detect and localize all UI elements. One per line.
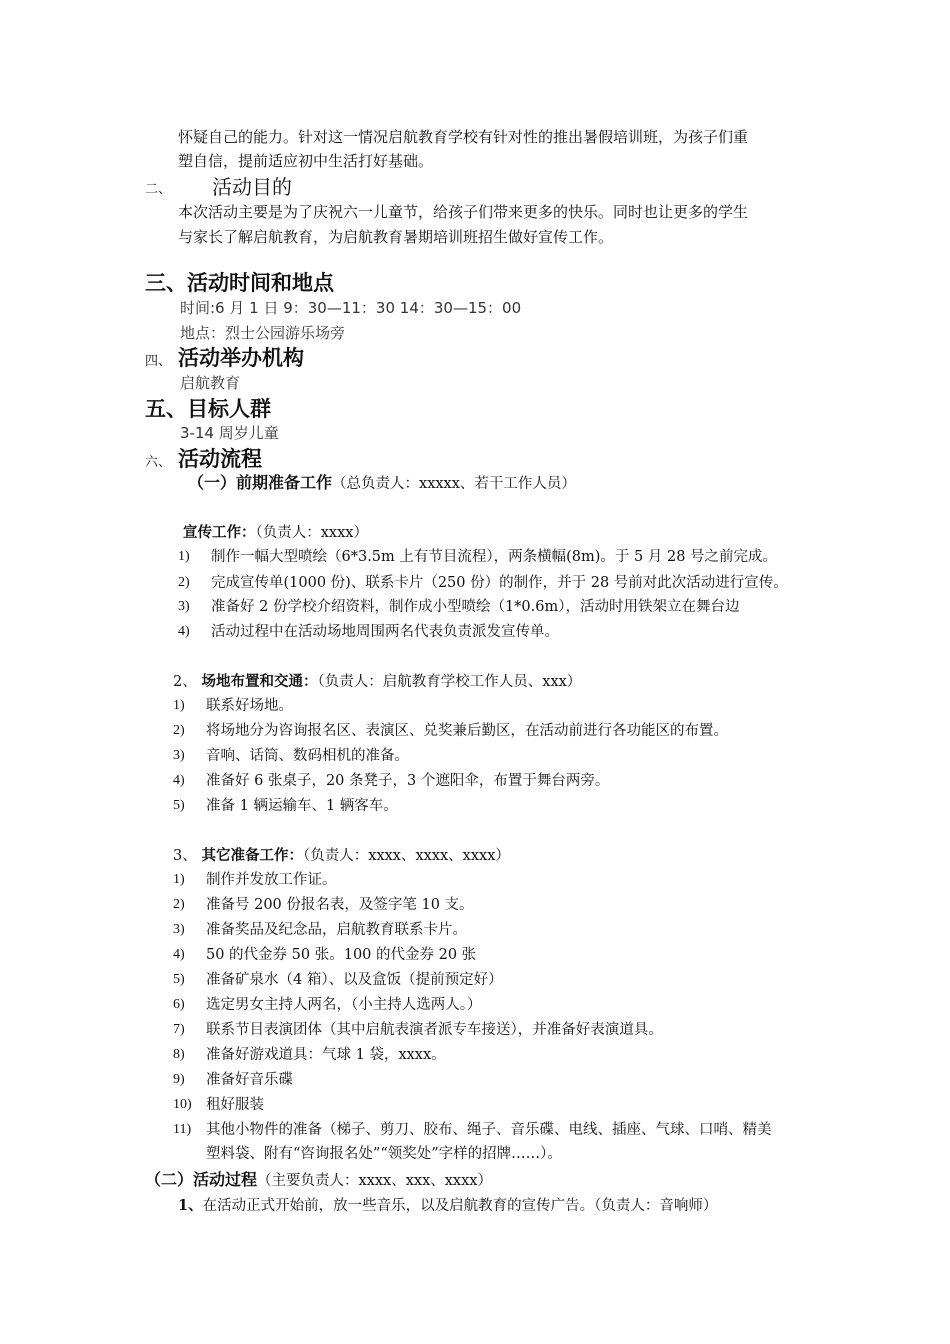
section3-place: 地点：烈士公园游乐场旁 xyxy=(180,324,346,342)
section5-title: 五、目标人群 xyxy=(145,397,271,421)
intro-line-1: 怀疑自己的能力。针对这一情况启航教育学校有针对性的推出暑假培训班，为孩子们重 xyxy=(178,128,749,146)
list-item: 其他小物件的准备（梯子、剪刀、胶布、绳子、音乐碟、电线、插座、气球、口哨、精美 xyxy=(206,1122,772,1138)
list-item-number: 9) xyxy=(173,1072,185,1087)
list-item-number: 2) xyxy=(173,897,185,912)
section2-line-1: 本次活动主要是为了庆祝六一儿童节，给孩子们带来更多的快乐。同时也让更多的学生 xyxy=(178,203,749,221)
section2-title: 活动目的 xyxy=(212,175,292,199)
list-item: 准备好 2 份学校介绍资料，制作成小型喷绘（1*0.6m），活动时用铁架立在舞台边 xyxy=(211,599,740,615)
list-item-number: 2) xyxy=(178,575,190,590)
list-item: 制作并发放工作证。 xyxy=(206,872,337,888)
part1-note: （总负责人：xxxxx、若干工作人员） xyxy=(332,476,576,492)
list-item: 制作一幅大型喷绘（6*3.5m 上有节目流程），两条横幅(8m)。于 5 月 28 号之前完成。 xyxy=(211,549,778,565)
list-item: 准备矿泉水（4 箱）、以及盒饭（提前预定好） xyxy=(206,972,503,988)
process1-number: 1、 xyxy=(178,1197,203,1214)
list-item: 准备好游戏道具：气球 1 袋，xxxx。 xyxy=(206,1047,446,1063)
list-item-number: 3) xyxy=(173,748,185,763)
publicity-heading: 宣传工作： xyxy=(183,525,256,541)
list-item: 准备号 200 份报名表，及签字笔 10 支。 xyxy=(206,897,474,913)
list-item-number: 10) xyxy=(173,1097,192,1112)
list-item: 准备 1 辆运输车、1 辆客车。 xyxy=(206,798,398,814)
list-item-number: 11) xyxy=(173,1122,192,1137)
publicity-note: （负责人：xxxx） xyxy=(255,525,368,541)
section5-body: 3-14 周岁儿童 xyxy=(180,424,279,442)
list-item: 准备好 6 张桌子，20 条凳子，3 个遮阳伞，布置于舞台两旁。 xyxy=(206,773,610,789)
part2-note: （主要负责人：xxxx、xxx、xxxx） xyxy=(257,1173,492,1189)
list-item-number: 8) xyxy=(173,1047,185,1062)
list-item: 活动过程中在活动场地周围两名代表负责派发宣传单。 xyxy=(211,624,559,640)
list-item-number: 4) xyxy=(173,773,185,788)
section4-body: 启航教育 xyxy=(180,374,241,392)
list-item: 50 的代金券 50 张。100 的代金券 20 张 xyxy=(206,947,477,963)
venue-number: 2、 xyxy=(173,674,197,690)
list-item-number: 1) xyxy=(178,549,190,564)
section3-time: 时间:6 月 1 日 9：30—11：30 14：30—15：00 xyxy=(180,299,522,317)
list-item-number: 5) xyxy=(173,798,185,813)
list-item: 选定男女主持人两名，（小主持人选两人。） xyxy=(206,997,482,1013)
other-heading: 其它准备工作： xyxy=(201,848,304,864)
list-item: 准备好音乐碟 xyxy=(206,1072,293,1088)
section2-line-2: 与家长了解启航教育，为启航教育暑期培训班招生做好宣传工作。 xyxy=(178,228,614,246)
section3-title: 三、活动时间和地点 xyxy=(145,271,334,295)
venue-note: （负责人：启航教育学校工作人员、xxx） xyxy=(317,674,582,690)
intro-line-2: 塑自信，提前适应初中生活打好基础。 xyxy=(178,152,434,170)
list-item-number: 3) xyxy=(178,599,190,614)
section6-number: 六、 xyxy=(145,455,172,470)
list-item: 将场地分为咨询报名区、表演区、兑奖兼后勤区，在活动前进行各功能区的布置。 xyxy=(206,723,728,739)
part2-heading: （二）活动过程 xyxy=(145,1170,258,1189)
list-item: 租好服装 xyxy=(206,1097,264,1113)
section4-title: 活动举办机构 xyxy=(178,346,304,370)
list-item-number: 1) xyxy=(173,872,185,887)
list-item-number: 1) xyxy=(173,698,185,713)
section6-title: 活动流程 xyxy=(178,447,262,471)
list-item: 音响、话筒、数码相机的准备。 xyxy=(206,748,409,764)
list-item: 完成宣传单(1000 份)、联系卡片（250 份）的制作，并于 28 号前对此次活动进行宣传。 xyxy=(211,575,788,591)
other-note: （负责人：xxxx、xxxx、xxxx） xyxy=(303,848,510,864)
section4-number: 四、 xyxy=(145,354,172,369)
list-item: 准备奖品及纪念品，启航教育联系卡片。 xyxy=(206,922,467,938)
other-number: 3、 xyxy=(173,848,197,864)
venue-heading: 场地布置和交通： xyxy=(201,674,318,690)
list-item-number: 5) xyxy=(173,972,185,987)
list-item-number: 7) xyxy=(173,1022,185,1037)
list-item-number: 4) xyxy=(178,624,190,639)
list-item-continuation: 塑料袋、附有“咨询报名处”“领奖处”字样的招牌……）。 xyxy=(206,1146,562,1162)
list-item-number: 2) xyxy=(173,723,185,738)
list-item: 联系好场地。 xyxy=(206,698,293,714)
section2-number: 二、 xyxy=(145,182,172,197)
list-item-number: 3) xyxy=(173,922,185,937)
list-item-number: 6) xyxy=(173,997,185,1012)
process1-text: 在活动正式开始前，放一些音乐，以及启航教育的宣传广告。（负责人：音响师） xyxy=(202,1198,718,1214)
part1-heading: （一）前期准备工作 xyxy=(188,473,333,492)
list-item: 联系节目表演团体（其中启航表演者派专车接送），并准备好表演道具。 xyxy=(206,1022,663,1038)
list-item-number: 4) xyxy=(173,947,185,962)
